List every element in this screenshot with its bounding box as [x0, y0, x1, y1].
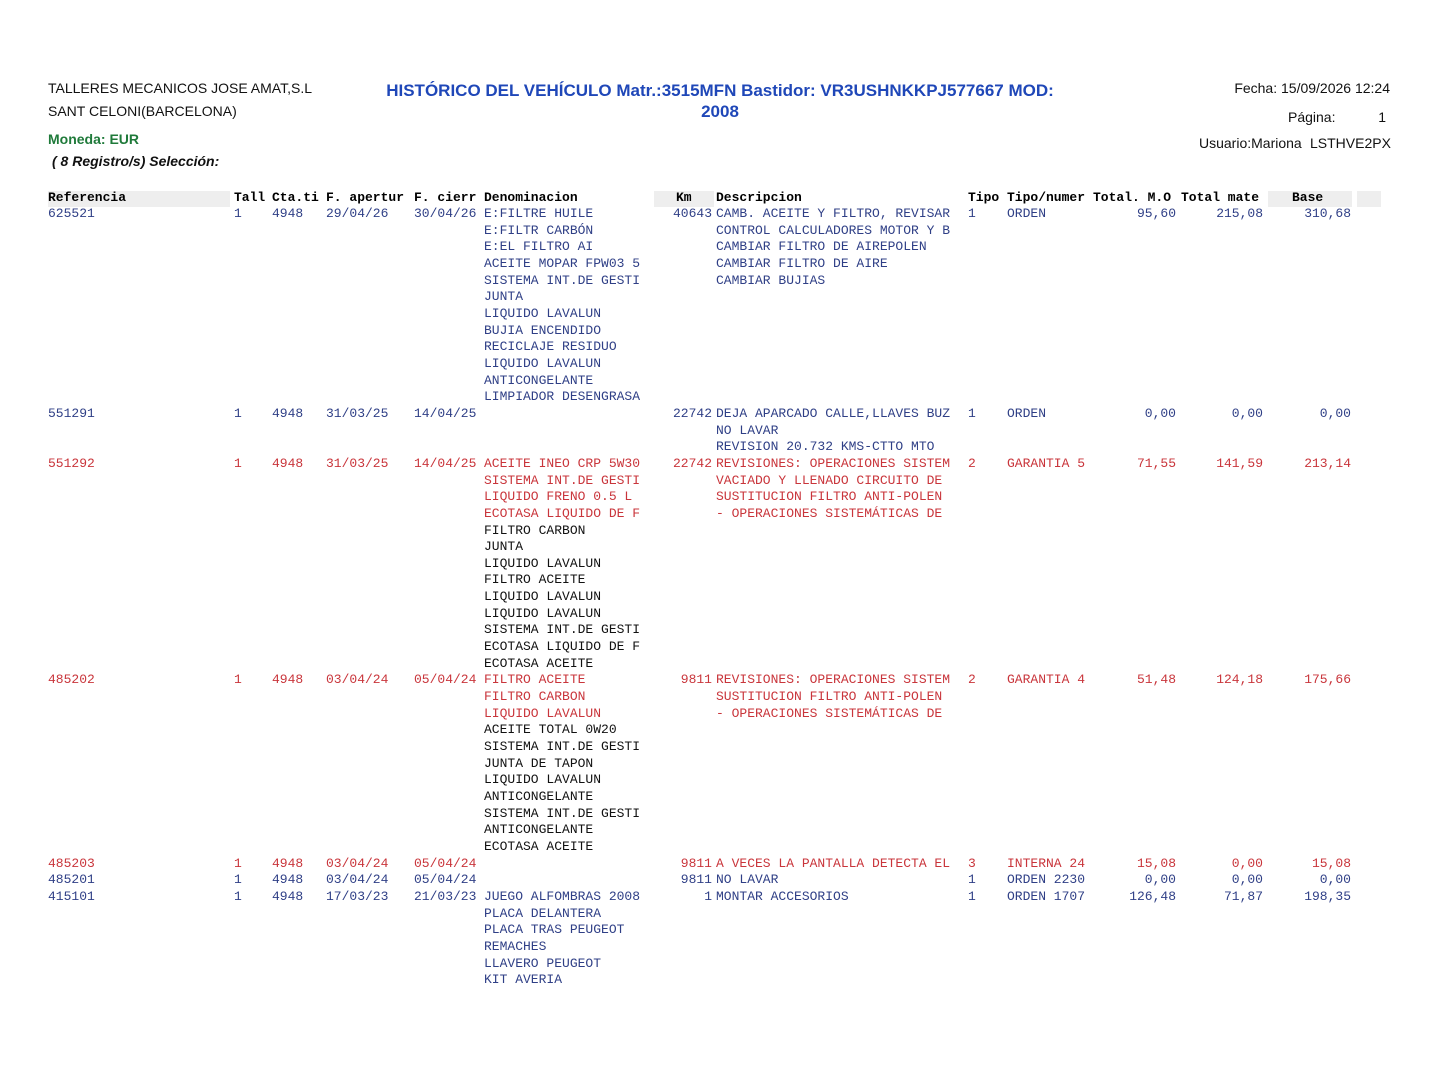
cell-tipo: 1 [968, 206, 976, 221]
denominacion-line: E:EL FILTRO AI [484, 239, 594, 255]
cell-denominacion [484, 206, 654, 406]
cell-total-mo: 0,00 [1144, 872, 1176, 888]
cell-total-mo: 71,55 [1136, 455, 1176, 471]
cell-fecha-apertura: 29/04/26 [326, 206, 389, 221]
denominacion-line: FILTRO CARBON [484, 689, 586, 705]
denominacion-line: JUEGO ALFOMBRAS 2008 [484, 889, 641, 905]
history-table-body [0, 206, 1440, 989]
denominacion-line: LIQUIDO LAVALUN [484, 555, 602, 571]
descripcion-line: NO LAVAR [716, 872, 779, 888]
denominacion-line: KIT AVERIA [484, 972, 563, 988]
cell-total-mo: 0,00 [1144, 405, 1176, 421]
page-number: 1 [1378, 109, 1386, 125]
cell-base: 15,08 [1311, 855, 1351, 871]
cell-fecha-apertura: 17/03/23 [326, 889, 389, 905]
cell-tipo: 2 [968, 455, 976, 471]
cell-descripcion [716, 872, 968, 889]
descripcion-line: - OPERACIONES SISTEMÁTICAS DE [716, 505, 943, 521]
denominacion-line: FILTRO ACEITE [484, 572, 586, 588]
cell-fecha-cierre: 05/04/24 [414, 672, 477, 688]
company-city: SANT CELONI(BARCELONA) [48, 103, 237, 119]
cell-km: 40643 [672, 206, 712, 221]
denominacion-line: SISTEMA INT.DE GESTI [484, 472, 641, 488]
denominacion-line: RECICLAJE RESIDUO [484, 339, 617, 355]
cell-base: 0,00 [1319, 405, 1351, 421]
denominacion-line: LIQUIDO LAVALUN [484, 355, 602, 371]
header-bar [1357, 191, 1381, 207]
cell-total-mate: 0,00 [1231, 855, 1263, 871]
cell-total-mate: 124,18 [1216, 672, 1263, 688]
descripcion-line: VACIADO Y LLENADO CIRCUITO DE [716, 472, 943, 488]
cell-descripcion [716, 856, 968, 873]
denominacion-line: ACEITE INEO CRP 5W30 [484, 455, 641, 471]
descripcion-line: CAMB. ACEITE Y FILTRO, REVISAR [716, 206, 951, 221]
cell-tipo-numero: ORDEN [1007, 206, 1047, 221]
cell-fecha-apertura: 03/04/24 [326, 872, 389, 888]
cell-descripcion [716, 672, 968, 722]
denominacion-line: LIQUIDO LAVALUN [484, 605, 602, 621]
cell-total-mate: 141,59 [1216, 455, 1263, 471]
currency-label: Moneda: EUR [48, 131, 139, 147]
cell-referencia: 551291 [48, 405, 95, 421]
table-row [0, 456, 1440, 673]
denominacion-line: REMACHES [484, 938, 547, 954]
cell-base: 213,14 [1304, 455, 1351, 471]
cell-tall: 1 [234, 405, 242, 421]
cell-tipo: 3 [968, 855, 976, 871]
column-header-cta: Cta.ti [272, 190, 319, 205]
column-header-descripcion: Descripcion [716, 190, 802, 205]
cell-tipo-numero: ORDEN [1007, 405, 1047, 421]
denominacion-line: JUNTA [484, 289, 524, 305]
descripcion-line: CONTROL CALCULADORES MOTOR Y B [716, 222, 951, 238]
column-header-base: Base [1292, 190, 1324, 205]
user-name: Usuario:Mariona [1199, 135, 1302, 151]
cell-fecha-cierre: 30/04/26 [414, 206, 477, 221]
cell-fecha-apertura: 31/03/25 [326, 455, 389, 471]
cell-cta: 4948 [272, 889, 304, 905]
page-label: Página: [1288, 109, 1336, 125]
table-row [0, 672, 1440, 855]
cell-tall: 1 [234, 872, 242, 888]
cell-referencia: 415101 [48, 889, 95, 905]
column-header-tipo-numero: Tipo/numer [1007, 190, 1086, 205]
denominacion-line: JUNTA DE TAPON [484, 755, 594, 771]
cell-denominacion [484, 456, 654, 673]
cell-fecha-cierre: 05/04/24 [414, 872, 477, 888]
denominacion-line: ECOTASA LIQUIDO DE F [484, 639, 641, 655]
cell-tall: 1 [234, 206, 242, 221]
denominacion-line: FILTRO ACEITE [484, 672, 586, 688]
denominacion-line: LIQUIDO FRENO 0.5 L [484, 489, 633, 505]
record-count: ( 8 Registro/s) Selección: [52, 153, 220, 169]
cell-fecha-apertura: 03/04/24 [326, 855, 389, 871]
cell-tipo-numero: INTERNA 24 [1007, 855, 1086, 871]
descripcion-line: SUSTITUCION FILTRO ANTI-POLEN [716, 489, 943, 505]
cell-descripcion [716, 206, 968, 289]
denominacion-line: PLACA TRAS PEUGEOT [484, 922, 625, 938]
table-row [0, 872, 1440, 889]
denominacion-line: E:FILTR CARBÓN [484, 222, 594, 238]
cell-tipo: 1 [968, 889, 976, 905]
denominacion-line: LIQUIDO LAVALUN [484, 589, 602, 605]
column-header-tall: Tall [234, 190, 266, 205]
cell-cta: 4948 [272, 855, 304, 871]
cell-descripcion [716, 406, 968, 456]
user-code: LSTHVE2PX [1310, 135, 1391, 151]
column-header-apertura: F. apertur [326, 190, 405, 205]
cell-referencia: 485203 [48, 855, 95, 871]
table-row [0, 206, 1440, 406]
denominacion-line: LIQUIDO LAVALUN [484, 305, 602, 321]
cell-km: 22742 [672, 455, 712, 471]
cell-total-mo: 95,60 [1136, 206, 1176, 221]
denominacion-line: E:FILTRE HUILE [484, 206, 594, 221]
cell-tall: 1 [234, 672, 242, 688]
cell-total-mate: 0,00 [1231, 405, 1263, 421]
descripcion-line: NO LAVAR [716, 422, 779, 438]
cell-tipo-numero: GARANTIA 5 [1007, 455, 1086, 471]
cell-fecha-apertura: 03/04/24 [326, 672, 389, 688]
cell-fecha-cierre: 05/04/24 [414, 855, 477, 871]
cell-km: 9811 [680, 872, 712, 888]
cell-base: 175,66 [1304, 672, 1351, 688]
denominacion-line: SISTEMA INT.DE GESTI [484, 805, 641, 821]
cell-cta: 4948 [272, 206, 304, 221]
cell-tipo-numero: GARANTIA 4 [1007, 672, 1086, 688]
table-row [0, 889, 1440, 989]
cell-total-mo: 126,48 [1129, 889, 1176, 905]
descripcion-line: CAMBIAR FILTRO DE AIRE [716, 255, 888, 271]
report-date: Fecha: 15/09/2026 12:24 [1234, 80, 1390, 96]
cell-descripcion [716, 889, 968, 906]
company-name: TALLERES MECANICOS JOSE AMAT,S.L [48, 80, 312, 96]
cell-base: 310,68 [1304, 206, 1351, 221]
cell-denominacion [484, 889, 654, 989]
denominacion-line: LIQUIDO LAVALUN [484, 772, 602, 788]
column-header-km: Km [676, 190, 692, 205]
cell-cta: 4948 [272, 455, 304, 471]
denominacion-line: LIMPIADOR DESENGRASA [484, 389, 641, 405]
cell-total-mate: 71,87 [1223, 889, 1263, 905]
descripcion-line: - OPERACIONES SISTEMÁTICAS DE [716, 705, 943, 721]
descripcion-line: MONTAR ACCESORIOS [716, 889, 849, 905]
cell-referencia: 485201 [48, 872, 95, 888]
column-header-denominacion: Denominacion [484, 190, 578, 205]
denominacion-line: ANTICONGELANTE [484, 822, 594, 838]
cell-tall: 1 [234, 855, 242, 871]
cell-tipo-numero: ORDEN 1707 [1007, 889, 1086, 905]
cell-referencia: 485202 [48, 672, 95, 688]
denominacion-line: ANTICONGELANTE [484, 789, 594, 805]
cell-fecha-apertura: 31/03/25 [326, 405, 389, 421]
cell-tall: 1 [234, 889, 242, 905]
cell-tall: 1 [234, 455, 242, 471]
cell-total-mate: 0,00 [1231, 872, 1263, 888]
denominacion-line: PLACA DELANTERA [484, 905, 602, 921]
cell-total-mo: 51,48 [1136, 672, 1176, 688]
cell-fecha-cierre: 14/04/25 [414, 455, 477, 471]
cell-tipo: 2 [968, 672, 976, 688]
cell-cta: 4948 [272, 672, 304, 688]
cell-base: 0,00 [1319, 872, 1351, 888]
denominacion-line: ECOTASA ACEITE [484, 839, 594, 855]
cell-base: 198,35 [1304, 889, 1351, 905]
cell-km: 9811 [680, 672, 712, 688]
table-row [0, 856, 1440, 873]
descripcion-line: REVISIONES: OPERACIONES SISTEM [716, 455, 951, 471]
cell-referencia: 551292 [48, 455, 95, 471]
descripcion-line: SUSTITUCION FILTRO ANTI-POLEN [716, 689, 943, 705]
descripcion-line: A VECES LA PANTALLA DETECTA EL [716, 855, 951, 871]
cell-tipo: 1 [968, 872, 976, 888]
column-header-cierre: F. cierr [414, 190, 477, 205]
cell-fecha-cierre: 21/03/23 [414, 889, 477, 905]
denominacion-line: ECOTASA LIQUIDO DE F [484, 505, 641, 521]
table-row [0, 406, 1440, 456]
denominacion-line: BUJIA ENCENDIDO [484, 322, 602, 338]
cell-km: 22742 [672, 405, 712, 421]
cell-cta: 4948 [272, 872, 304, 888]
denominacion-line: JUNTA [484, 539, 524, 555]
denominacion-line: LIQUIDO LAVALUN [484, 705, 602, 721]
cell-tipo: 1 [968, 405, 976, 421]
column-header-total-mate: Total mate [1181, 190, 1260, 205]
cell-km: 1 [704, 889, 712, 905]
cell-fecha-cierre: 14/04/25 [414, 405, 477, 421]
cell-referencia: 625521 [48, 206, 95, 221]
descripcion-line: CAMBIAR FILTRO DE AIREPOLEN [716, 239, 927, 255]
denominacion-line: LLAVERO PEUGEOT [484, 955, 602, 971]
descripcion-line: CAMBIAR BUJIAS [716, 272, 826, 288]
denominacion-line: SISTEMA INT.DE GESTI [484, 272, 641, 288]
denominacion-line: ACEITE TOTAL 0W20 [484, 722, 617, 738]
denominacion-line: ANTICONGELANTE [484, 372, 594, 388]
column-header-referencia: Referencia [48, 190, 127, 205]
descripcion-line: DEJA APARCADO CALLE,LLAVES BUZ [716, 405, 951, 421]
denominacion-line: SISTEMA INT.DE GESTI [484, 622, 641, 638]
report-title: HISTÓRICO DEL VEHÍCULO Matr.:3515MFN Bastidor: VR3USHNKKPJ577667 MOD: 2008 [386, 81, 1054, 121]
cell-total-mate: 215,08 [1216, 206, 1263, 221]
cell-km: 9811 [680, 855, 712, 871]
cell-denominacion [484, 672, 654, 855]
denominacion-line: ECOTASA ACEITE [484, 655, 594, 671]
column-header-total-mo: Total. M.O [1093, 190, 1172, 205]
cell-tipo-numero: ORDEN 2230 [1007, 872, 1086, 888]
denominacion-line: FILTRO CARBON [484, 522, 586, 538]
cell-descripcion [716, 456, 968, 523]
denominacion-line: SISTEMA INT.DE GESTI [484, 739, 641, 755]
descripcion-line: REVISIONES: OPERACIONES SISTEM [716, 672, 951, 688]
denominacion-line: ACEITE MOPAR FPW03 5 [484, 255, 641, 271]
cell-total-mo: 15,08 [1136, 855, 1176, 871]
column-header-tipo: Tipo [968, 190, 1000, 205]
cell-cta: 4948 [272, 405, 304, 421]
descripcion-line: REVISION 20.732 KMS-CTTO MTO [716, 439, 935, 455]
